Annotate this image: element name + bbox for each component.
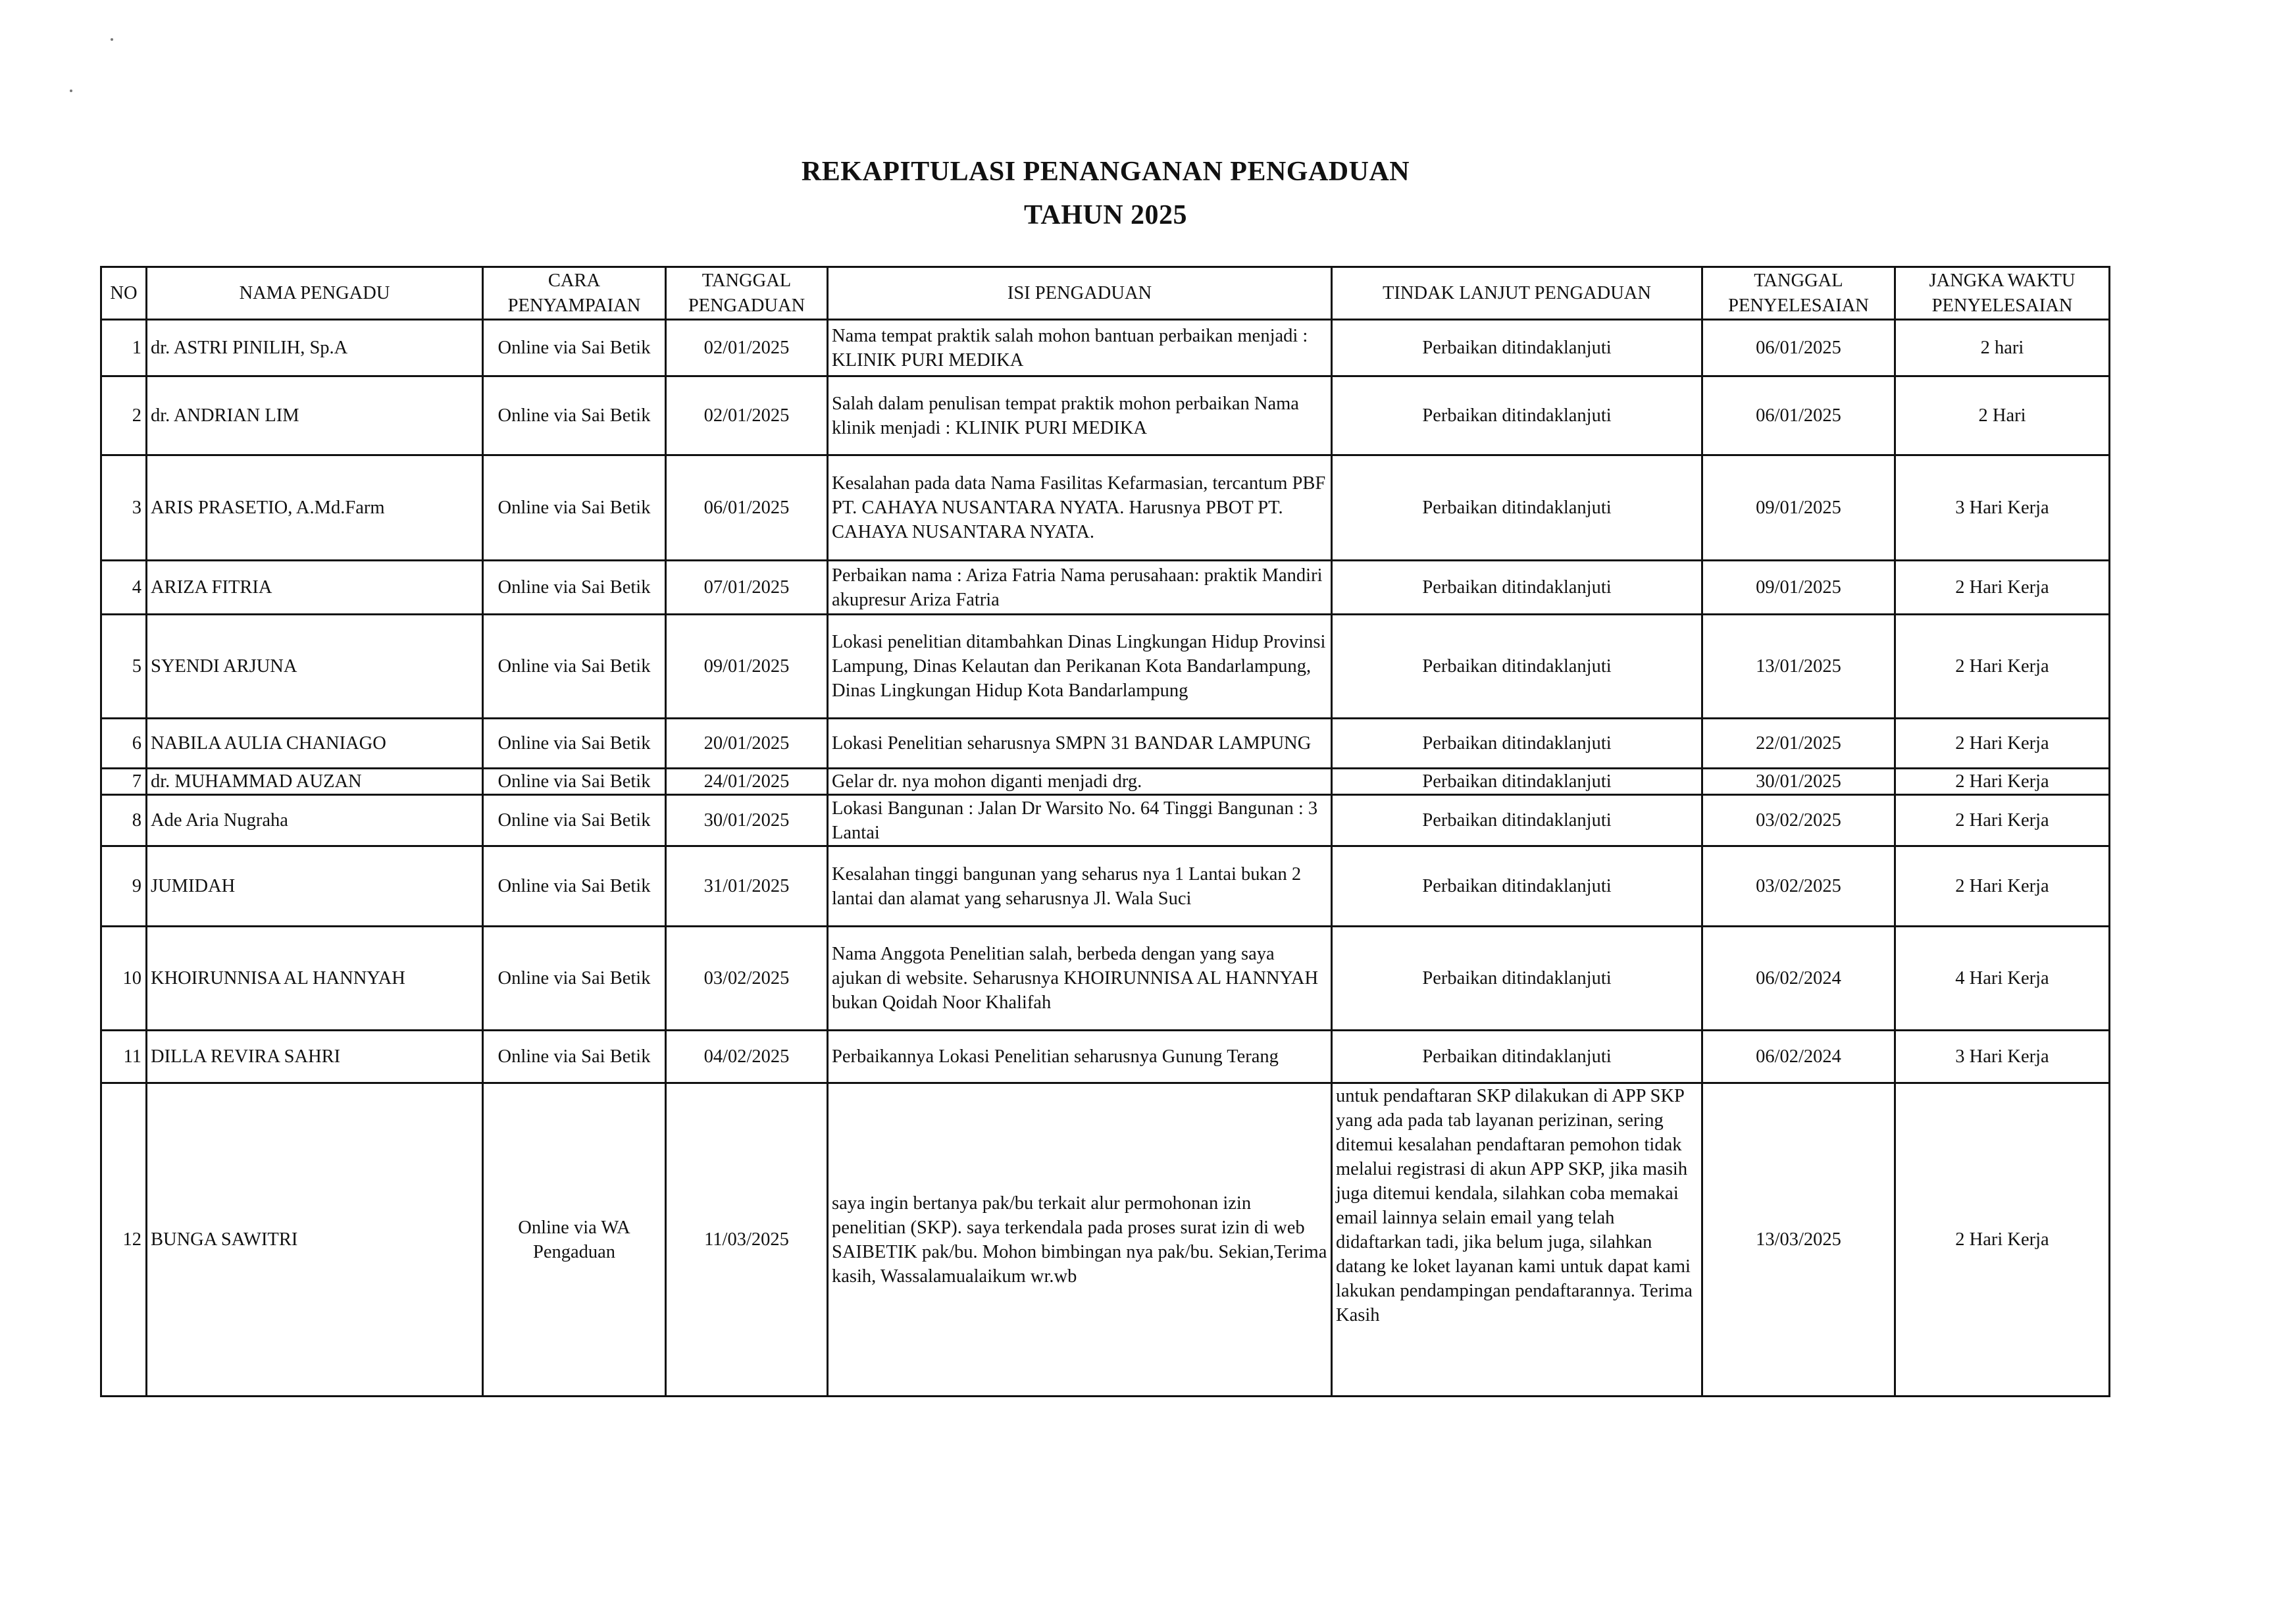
- cell-date: 07/01/2025: [666, 561, 828, 615]
- cell-date: 11/03/2025: [666, 1083, 828, 1397]
- cell-duration: 2 Hari Kerja: [1895, 719, 2110, 769]
- header-name: NAMA PENGADU: [147, 267, 483, 320]
- cell-method: Online via Sai Betik: [483, 719, 666, 769]
- cell-no: 8: [101, 795, 147, 846]
- table-row: [101, 376, 2110, 455]
- cell-date: 02/01/2025: [666, 376, 828, 455]
- cell-date: 06/01/2025: [666, 455, 828, 561]
- header-no: NO: [101, 267, 147, 320]
- cell-followup: Perbaikan ditindaklanjuti: [1332, 769, 1702, 795]
- cell-completion-date: 13/03/2025: [1702, 1083, 1895, 1397]
- cell-content: Perbaikannya Lokasi Penelitian seharusnya Gunung Terang: [828, 1031, 1332, 1083]
- cell-date: 09/01/2025: [666, 615, 828, 719]
- cell-name: Ade Aria Nugraha: [147, 795, 483, 846]
- header-date: TANGGAL PENGADUAN: [666, 267, 828, 320]
- scan-speck: [111, 38, 113, 41]
- cell-name: KHOIRUNNISA AL HANNYAH: [147, 927, 483, 1031]
- cell-method: Online via Sai Betik: [483, 455, 666, 561]
- cell-content: saya ingin bertanya pak/bu terkait alur permohonan izin penelitian (SKP). saya terkendala pada proses surat izin di web SAIBETIK pak/bu. Mohon bimbingan nya pak/bu. Sekian,Terima kasih, Wassalamualaikum wr.wb: [828, 1083, 1332, 1397]
- cell-no: 7: [101, 769, 147, 795]
- cell-method: Online via Sai Betik: [483, 561, 666, 615]
- cell-duration: 2 Hari Kerja: [1895, 846, 2110, 927]
- cell-content: Gelar dr. nya mohon diganti menjadi drg.: [828, 769, 1332, 795]
- cell-date: 24/01/2025: [666, 769, 828, 795]
- cell-followup: Perbaikan ditindaklanjuti: [1332, 1031, 1702, 1083]
- cell-followup: Perbaikan ditindaklanjuti: [1332, 795, 1702, 846]
- title-block: [0, 150, 2211, 237]
- cell-completion-date: 13/01/2025: [1702, 615, 1895, 719]
- cell-no: 10: [101, 927, 147, 1031]
- cell-followup: Perbaikan ditindaklanjuti: [1332, 561, 1702, 615]
- header-completion-date: TANGGAL PENYELESAIAN: [1702, 267, 1895, 320]
- cell-no: 4: [101, 561, 147, 615]
- cell-followup: Perbaikan ditindaklanjuti: [1332, 376, 1702, 455]
- cell-method: Online via Sai Betik: [483, 795, 666, 846]
- cell-no: 2: [101, 376, 147, 455]
- cell-duration: 3 Hari Kerja: [1895, 1031, 2110, 1083]
- cell-followup: Perbaikan ditindaklanjuti: [1332, 320, 1702, 376]
- cell-content: Nama Anggota Penelitian salah, berbeda dengan yang saya ajukan di website. Seharusnya KHOIRUNNISA AL HANNYAH bukan Qoidah Noor Khalifah: [828, 927, 1332, 1031]
- cell-completion-date: 09/01/2025: [1702, 455, 1895, 561]
- cell-no: 3: [101, 455, 147, 561]
- cell-completion-date: 06/02/2024: [1702, 1031, 1895, 1083]
- cell-duration: 2 hari: [1895, 320, 2110, 376]
- cell-method: Online via WA Pengaduan: [483, 1083, 666, 1397]
- cell-name: BUNGA SAWITRI: [147, 1083, 483, 1397]
- table-row: [101, 320, 2110, 376]
- cell-content: Nama tempat praktik salah mohon bantuan perbaikan menjadi : KLINIK PURI MEDIKA: [828, 320, 1332, 376]
- cell-content: Salah dalam penulisan tempat praktik mohon perbaikan Nama klinik menjadi : KLINIK PURI MEDIKA: [828, 376, 1332, 455]
- cell-followup: Perbaikan ditindaklanjuti: [1332, 846, 1702, 927]
- cell-method: Online via Sai Betik: [483, 615, 666, 719]
- table-row: [101, 769, 2110, 795]
- cell-completion-date: 03/02/2025: [1702, 795, 1895, 846]
- cell-content: Lokasi Bangunan : Jalan Dr Warsito No. 64 Tinggi Bangunan : 3 Lantai: [828, 795, 1332, 846]
- cell-method: Online via Sai Betik: [483, 927, 666, 1031]
- table-row: [101, 615, 2110, 719]
- cell-content: Lokasi penelitian ditambahkan Dinas Lingkungan Hidup Provinsi Lampung, Dinas Kelautan dan Perikanan Kota Bandarlampung, Dinas Lingkungan Hidup Kota Bandarlampung: [828, 615, 1332, 719]
- cell-content: Kesalahan pada data Nama Fasilitas Kefarmasian, tercantum PBF PT. CAHAYA NUSANTARA NYATA. Harusnya PBOT PT. CAHAYA NUSANTARA NYATA.: [828, 455, 1332, 561]
- cell-completion-date: 30/01/2025: [1702, 769, 1895, 795]
- cell-content: Perbaikan nama : Ariza Fatria Nama perusahaan: praktik Mandiri akupresur Ariza Fatria: [828, 561, 1332, 615]
- cell-method: Online via Sai Betik: [483, 320, 666, 376]
- table-row: [101, 927, 2110, 1031]
- cell-no: 5: [101, 615, 147, 719]
- cell-name: dr. ANDRIAN LIM: [147, 376, 483, 455]
- cell-followup: Perbaikan ditindaklanjuti: [1332, 927, 1702, 1031]
- header-method: CARA PENYAMPAIAN: [483, 267, 666, 320]
- header-followup: TINDAK LANJUT PENGADUAN: [1332, 267, 1702, 320]
- table-row: [101, 561, 2110, 615]
- cell-method: Online via Sai Betik: [483, 846, 666, 927]
- cell-no: 6: [101, 719, 147, 769]
- cell-date: 31/01/2025: [666, 846, 828, 927]
- cell-name: ARIS PRASETIO, A.Md.Farm: [147, 455, 483, 561]
- cell-name: JUMIDAH: [147, 846, 483, 927]
- header-duration: JANGKA WAKTU PENYELESAIAN: [1895, 267, 2110, 320]
- cell-duration: 2 Hari Kerja: [1895, 1083, 2110, 1397]
- cell-name: dr. ASTRI PINILIH, Sp.A: [147, 320, 483, 376]
- cell-duration: 2 Hari Kerja: [1895, 769, 2110, 795]
- cell-date: 02/01/2025: [666, 320, 828, 376]
- cell-date: 20/01/2025: [666, 719, 828, 769]
- cell-content: Lokasi Penelitian seharusnya SMPN 31 BANDAR LAMPUNG: [828, 719, 1332, 769]
- cell-date: 04/02/2025: [666, 1031, 828, 1083]
- cell-completion-date: 03/02/2025: [1702, 846, 1895, 927]
- header-content: ISI PENGADUAN: [828, 267, 1332, 320]
- cell-completion-date: 06/02/2024: [1702, 927, 1895, 1031]
- cell-completion-date: 06/01/2025: [1702, 320, 1895, 376]
- cell-no: 12: [101, 1083, 147, 1397]
- cell-date: 30/01/2025: [666, 795, 828, 846]
- cell-content: Kesalahan tinggi bangunan yang seharus nya 1 Lantai bukan 2 lantai dan alamat yang seharusnya Jl. Wala Suci: [828, 846, 1332, 927]
- cell-method: Online via Sai Betik: [483, 769, 666, 795]
- scan-speck: [70, 90, 72, 92]
- cell-method: Online via Sai Betik: [483, 376, 666, 455]
- cell-name: NABILA AULIA CHANIAGO: [147, 719, 483, 769]
- table-row: [101, 719, 2110, 769]
- cell-method: Online via Sai Betik: [483, 1031, 666, 1083]
- document-title: REKAPITULASI PENANGANAN PENGADUAN: [801, 157, 1410, 187]
- cell-followup: untuk pendaftaran SKP dilakukan di APP SKP yang ada pada tab layanan perizinan, sering ditemui kesalahan pendaftaran pemohon tidak melalui registrasi di akun APP SKP, jika masih juga ditemui kendala, silahkan coba memakai email lainnya selain email yang telah didaftarkan tadi, jika belum juga, silahkan datang ke loket layanan kami untuk dapat kami lakukan pendampingan pendaftarannya. Terima Kasih: [1332, 1083, 1702, 1397]
- cell-completion-date: 09/01/2025: [1702, 561, 1895, 615]
- table-row: [101, 1031, 2110, 1083]
- cell-followup: Perbaikan ditindaklanjuti: [1332, 615, 1702, 719]
- cell-duration: 2 Hari: [1895, 376, 2110, 455]
- cell-duration: 3 Hari Kerja: [1895, 455, 2110, 561]
- cell-completion-date: 06/01/2025: [1702, 376, 1895, 455]
- table-row: [101, 455, 2110, 561]
- table-body: [101, 320, 2110, 1397]
- cell-completion-date: 22/01/2025: [1702, 719, 1895, 769]
- cell-name: DILLA REVIRA SAHRI: [147, 1031, 483, 1083]
- cell-name: dr. MUHAMMAD AUZAN: [147, 769, 483, 795]
- table-row: [101, 1083, 2110, 1397]
- cell-no: 1: [101, 320, 147, 376]
- cell-duration: 2 Hari Kerja: [1895, 615, 2110, 719]
- complaint-table: [100, 266, 2110, 1397]
- cell-duration: 2 Hari Kerja: [1895, 795, 2110, 846]
- cell-date: 03/02/2025: [666, 927, 828, 1031]
- cell-duration: 4 Hari Kerja: [1895, 927, 2110, 1031]
- document-subtitle: TAHUN 2025: [1023, 200, 1188, 230]
- cell-name: SYENDI ARJUNA: [147, 615, 483, 719]
- cell-duration: 2 Hari Kerja: [1895, 561, 2110, 615]
- header-row: [101, 267, 2110, 320]
- cell-no: 9: [101, 846, 147, 927]
- cell-followup: Perbaikan ditindaklanjuti: [1332, 719, 1702, 769]
- cell-no: 11: [101, 1031, 147, 1083]
- cell-followup: Perbaikan ditindaklanjuti: [1332, 455, 1702, 561]
- cell-name: ARIZA FITRIA: [147, 561, 483, 615]
- table-row: [101, 795, 2110, 846]
- table-row: [101, 846, 2110, 927]
